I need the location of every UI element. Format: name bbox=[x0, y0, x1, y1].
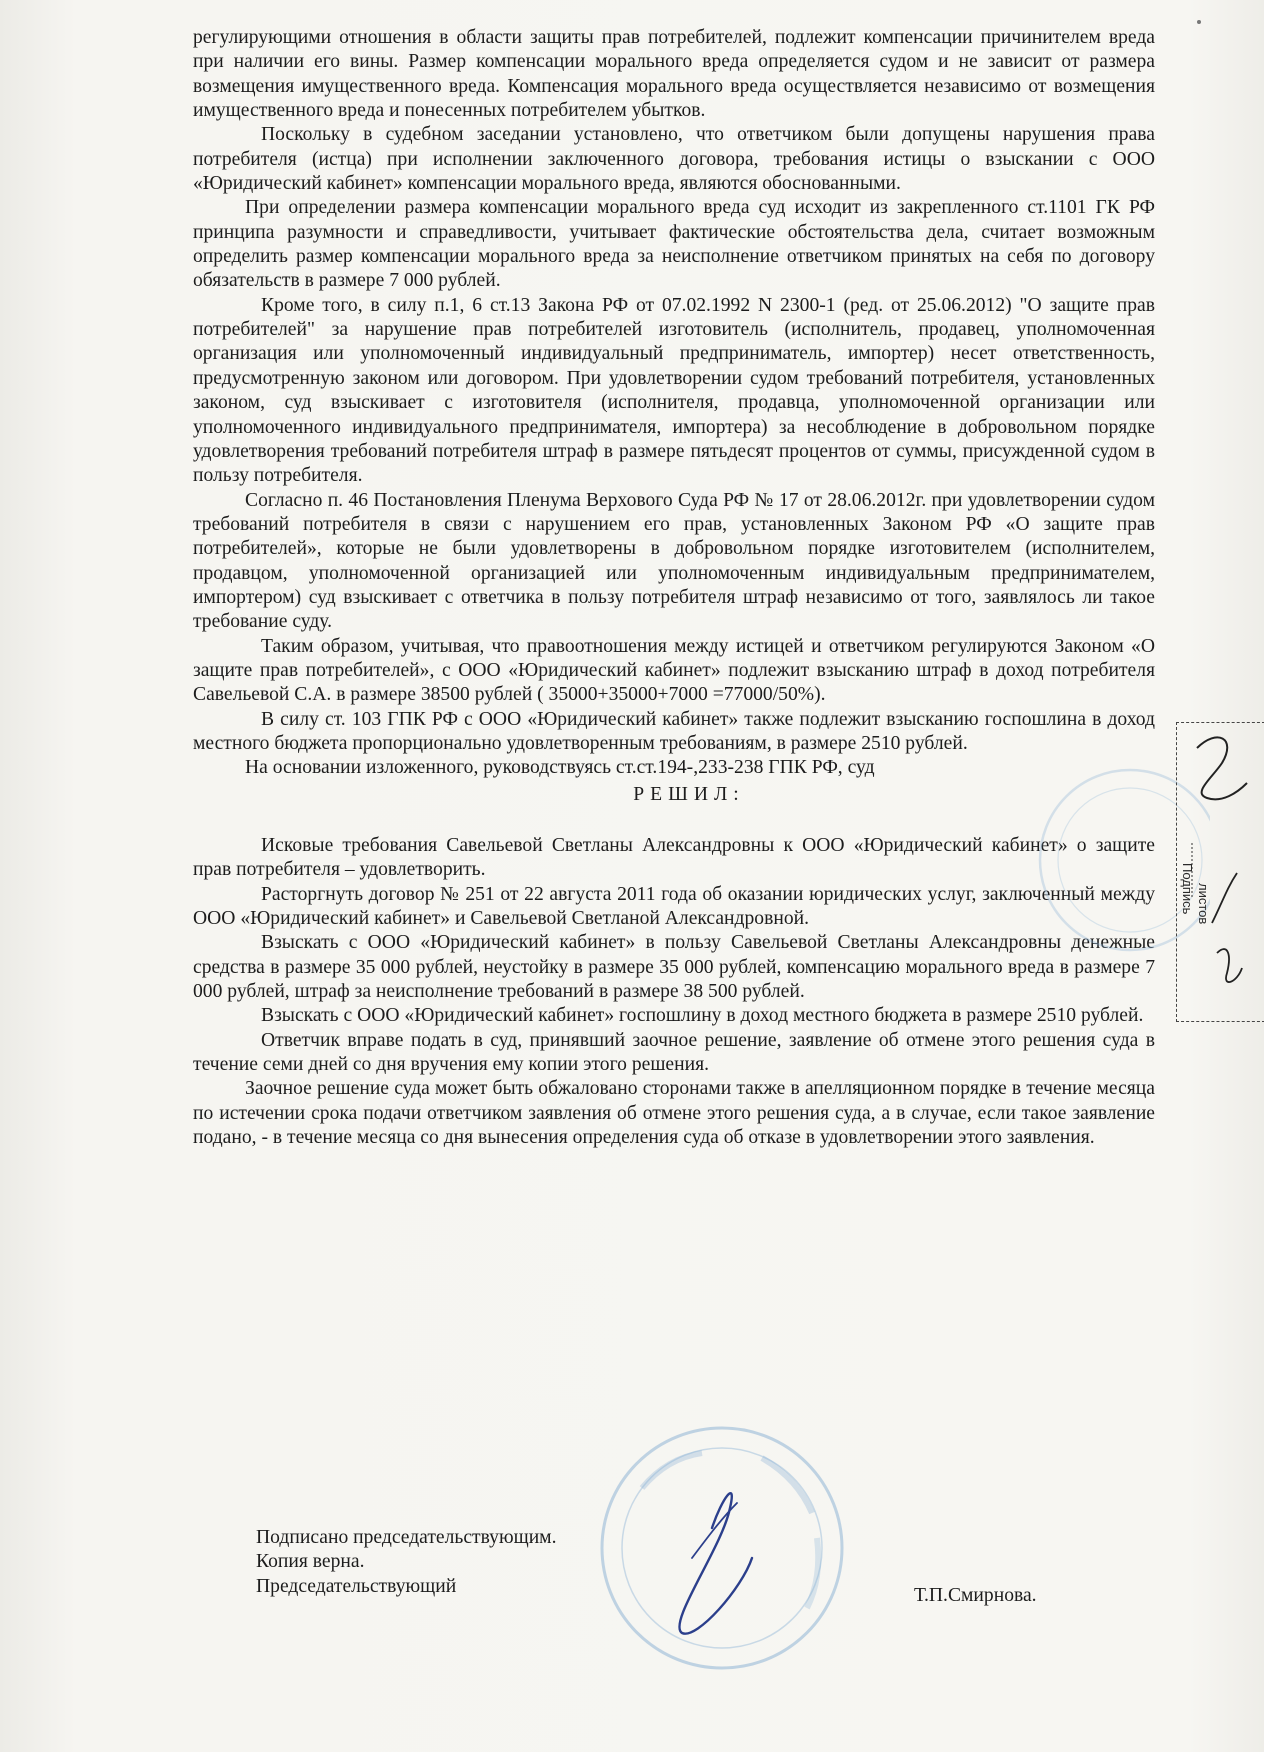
document-body bbox=[193, 26, 1155, 1150]
copy-certified-line: Копия верна. bbox=[256, 1551, 365, 1573]
judge-name: Т.П.Смирнова. bbox=[914, 1585, 1037, 1606]
resolution-cancel-right: Ответчик вправе подать в суд, принявший заочное решение, заявление об отмене этого решения суда в течение семи дней со дня вручения ему копии этого решения. bbox=[193, 1029, 1155, 1076]
signature-label: Подпись bbox=[1180, 863, 1195, 915]
decision-title: РЕШИЛ: bbox=[633, 783, 745, 805]
sheet-count-box bbox=[1176, 722, 1264, 1022]
paragraph-plenum-46: Согласно п. 46 Постановления Пленума Верхового Суда РФ № 17 от 28.06.2012г. при удовлетворении судом требований потребителя в связи с нарушением его прав, установленных Законом РФ «О защите прав потребителей», которые не были удовлетворены в добровольном порядке изготовителем (исполнителем, продавцом, уполномоченной организацией или уполномоченным индивидуальным предпринимателем, импортером) суд взыскивает с ответчика в пользу потребителя штраф независимо от того, заявлялось ли такое требование суду. bbox=[193, 489, 1155, 633]
handwritten-signature bbox=[679, 1493, 752, 1633]
presiding-judge-label: Председательствующий bbox=[256, 1575, 457, 1597]
paragraph-fine: Таким образом, учитывая, что правоотношения между истицей и ответчиком регулируются Законом «О защите прав потребителей», с ООО «Юридический кабинет» подлежит взысканию штраф в доход потребителя Савельевой С.А. в размере 38500 рублей ( 35000+35000+7000 =77000/50%). bbox=[193, 635, 1155, 706]
court-seal bbox=[572, 1418, 882, 1728]
signature-block bbox=[256, 1526, 556, 1599]
paragraph-compensation-amount: При определении размера компенсации морального вреда суд исходит из закрепленного ст.1101 ГК РФ принципа разумности и справедливости, учитывает фактические обстоятельства дела, считает возможным определить размер компенсации морального вреда за неисполнение ответчиком принятых на себя по договору обязательств в размере 7 000 рублей. bbox=[193, 197, 1155, 292]
resolution-terminate-contract: Расторгнуть договор № 251 от 22 августа 2011 года об оказании юридических услуг, заключенный между ООО «Юридический кабинет» и Савельевой Светланой Александровной. bbox=[193, 883, 1155, 930]
scan-speck bbox=[1197, 20, 1201, 24]
paragraph-state-duty: В силу ст. 103 ГПК РФ с ООО «Юридический кабинет» также подлежит взысканию госпошлина в доход местного бюджета пропорционально удовлетворенным требованиям, в размере 2510 рублей. bbox=[193, 708, 1155, 754]
paragraph-article-13: Кроме того, в силу п.1, 6 ст.13 Закона РФ от 07.02.1992 N 2300-1 (ред. от 25.06.2012) "О защите прав потребителей" за нарушение прав потребителей изготовитель (исполнитель, продавец, уполномоченная организация или уполномоченный индивидуальный предприниматель, импортер) несет ответственность, предусмотренную законом или договором. При удовлетворении судом требований потребителя, установленных законом, суд взыскивает с изготовителя (исполнителя, продавца, уполномоченной организации или уполномоченного индивидуального предпринимателя, импортера) за несоблюдение в добровольном порядке удовлетворения требований потребителя штраф в размере пятьдесят процентов от суммы, присужденной судом в пользу потребителя. bbox=[193, 294, 1155, 487]
paragraph-moral-damage-law: регулирующими отношения в области защиты прав потребителей, подлежит компенсации причинителем вреда при наличии его вины. Размер компенсации морального вреда определяется судом и не зависит от размера возмещения имущественного вреда. Компенсация морального вреда осуществляется независимо от возмещения имущественного вреда и понесенных потребителем убытков. bbox=[193, 27, 1155, 122]
paragraph-violation-established: Поскольку в судебном заседании установлено, что ответчиком были допущены нарушения права потребителя (истца) при исполнении заключенного договора, требования истицы о взыскании с ООО «Юридический кабинет» компенсации морального вреда, являются обоснованными. bbox=[193, 124, 1155, 195]
resolution-recover-funds: Взыскать с ООО «Юридический кабинет» в пользу Савельевой Светланы Александровны денежные средства в размере 35 000 рублей, неустойку в размере 35 000 рублей, компенсацию морального вреда в размере 7 000 рублей, штраф за неисполнение требований в размере 38 500 рублей. bbox=[193, 932, 1155, 1003]
resolution-recover-duty: Взыскать с ООО «Юридический кабинет» госпошлину в доход местного бюджета в размере 2510 рублей. bbox=[261, 1005, 1144, 1027]
sheets-label: листов bbox=[1196, 883, 1211, 925]
paragraph-grounds: На основании изложенного, руководствуясь ст.ст.194-,233-238 ГПК РФ, суд bbox=[245, 757, 875, 779]
resolution-claims-granted: Исковые требования Савельевой Светланы Александровны к ООО «Юридический кабинет» о защите прав потребителя – удовлетворить. bbox=[193, 835, 1155, 881]
signed-line: Подписано председательствующим. bbox=[256, 1527, 557, 1548]
resolution-appeal: Заочное решение суда может быть обжаловано сторонами также в апелляционном порядке в течение месяца по истечении срока подачи ответчиком заявления об отмене этого решения суда, а в случае, если такое заявление подано, - в течение месяца со дня вынесения определения суда об отказе в удовлетворении этого заявления. bbox=[193, 1078, 1155, 1149]
